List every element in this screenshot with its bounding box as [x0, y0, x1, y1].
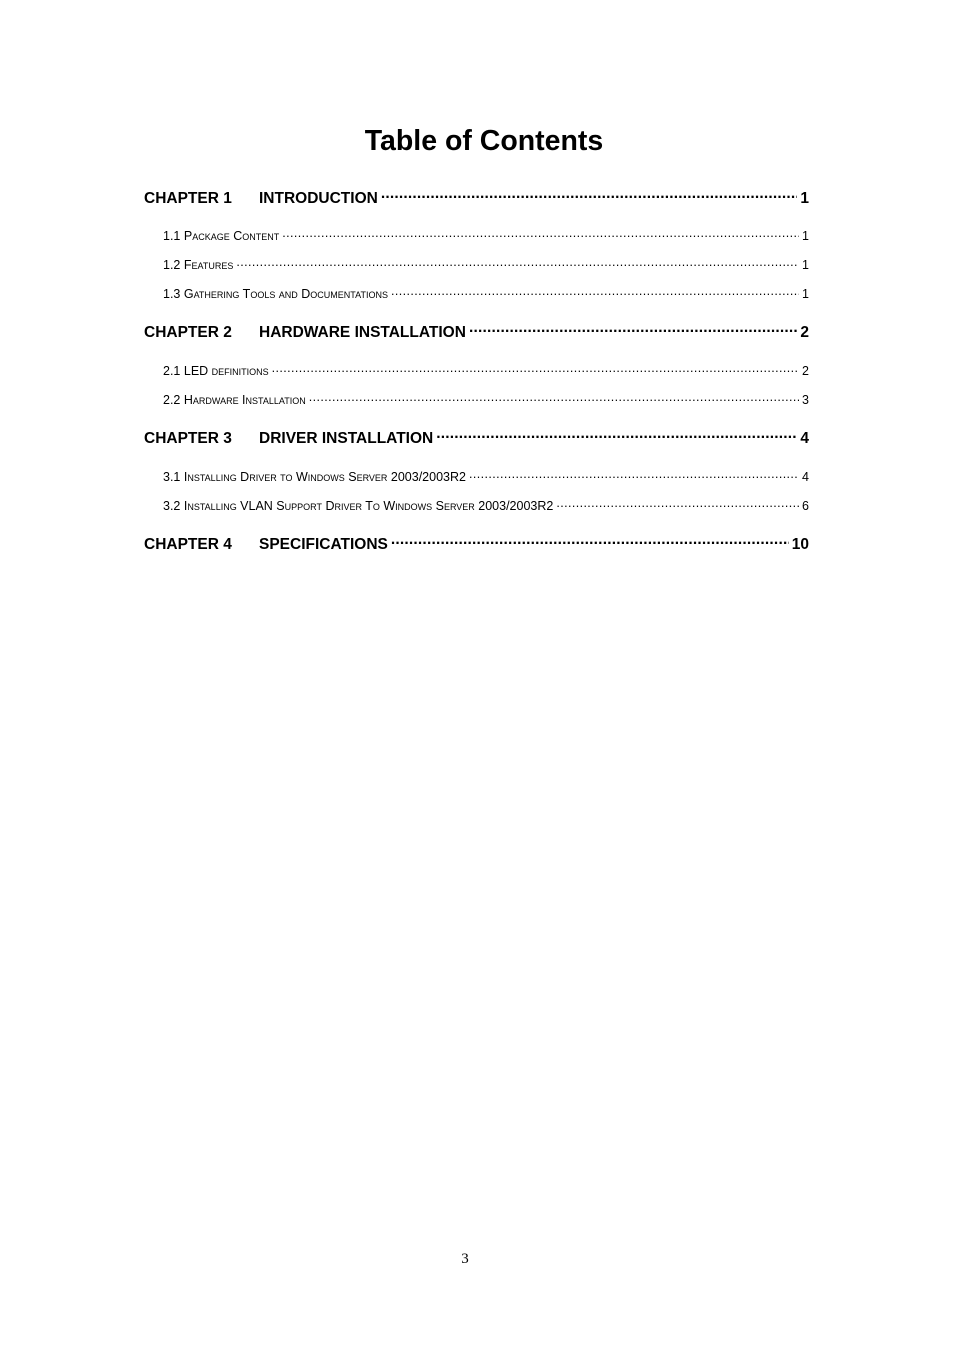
page-title: Table of Contents	[364, 125, 604, 157]
page-ref: 3	[802, 392, 809, 407]
dot-leader	[469, 321, 797, 337]
page-ref: 1	[802, 257, 809, 272]
chapter-number: CHAPTER 1	[144, 189, 232, 207]
dot-leader	[272, 362, 799, 375]
toc-chapter-4[interactable]	[144, 533, 809, 554]
toc-section-3-1[interactable]	[163, 468, 809, 484]
chapter-title: HARDWARE INSTALLATION	[259, 323, 466, 341]
section-number: 1.2 Features	[163, 257, 234, 272]
page-number: 3	[461, 1251, 469, 1267]
section-number: 2.2 Hardware Installation	[163, 392, 306, 407]
chapter-title: DRIVER INSTALLATION	[259, 429, 434, 447]
toc-chapter-2[interactable]	[144, 321, 809, 342]
chapter-title: INTRODUCTION	[259, 189, 378, 207]
section-number: 3.2 Installing VLAN Support Driver To Windows Server 2003/2003R2	[163, 498, 554, 513]
section-title: Gathering Tools and Documentations	[183, 286, 388, 301]
dot-leader	[309, 391, 799, 404]
section-title: Features	[183, 257, 234, 272]
page-ref: 10	[791, 535, 809, 553]
page-ref: 1	[802, 286, 809, 301]
dot-leader	[436, 427, 797, 443]
section-number: 3.1 Installing Driver to Windows Server 2003/2003R2	[163, 469, 466, 484]
chapter-number: CHAPTER 3	[144, 429, 232, 447]
section-number: 1.1 Package Content	[163, 228, 280, 243]
section-title: LED definitions	[183, 363, 269, 378]
dot-leader	[556, 497, 799, 510]
toc-section-1-3[interactable]	[163, 285, 809, 301]
chapter-number: CHAPTER 4	[144, 535, 232, 553]
page-ref: 4	[800, 429, 809, 447]
section-title: Hardware Installation	[183, 392, 306, 407]
dot-leader	[282, 227, 799, 240]
section-number: 1.3 Gathering Tools and Documentations	[163, 286, 388, 301]
toc-chapter-1[interactable]	[144, 187, 809, 208]
section-title: Installing VLAN Support Driver To Windows Server 2003/2003R2	[183, 498, 554, 513]
page-ref: 1	[802, 228, 809, 243]
section-number: 2.1 LED definitions	[163, 363, 269, 378]
dot-leader	[391, 533, 789, 549]
section-title: Package Content	[183, 228, 280, 243]
toc-chapter-3[interactable]	[144, 427, 809, 448]
toc-section-2-1[interactable]	[163, 362, 809, 378]
dot-leader	[381, 187, 798, 203]
toc-section-3-2[interactable]	[163, 497, 809, 513]
dot-leader	[236, 256, 799, 269]
chapter-title: SPECIFICATIONS	[259, 535, 388, 553]
page-ref: 4	[802, 469, 809, 484]
chapter-number: CHAPTER 2	[144, 323, 232, 341]
page-ref: 1	[800, 189, 809, 207]
toc-section-1-1[interactable]	[163, 227, 809, 243]
toc-section-1-2[interactable]	[163, 256, 809, 272]
page-ref: 2	[802, 363, 809, 378]
dot-leader	[391, 285, 799, 298]
page-ref: 2	[800, 323, 809, 341]
section-title: Installing Driver to Windows Server 2003/2003R2	[183, 469, 466, 484]
page-ref: 6	[802, 498, 809, 513]
dot-leader	[469, 468, 799, 481]
toc-section-2-2[interactable]	[163, 391, 809, 407]
